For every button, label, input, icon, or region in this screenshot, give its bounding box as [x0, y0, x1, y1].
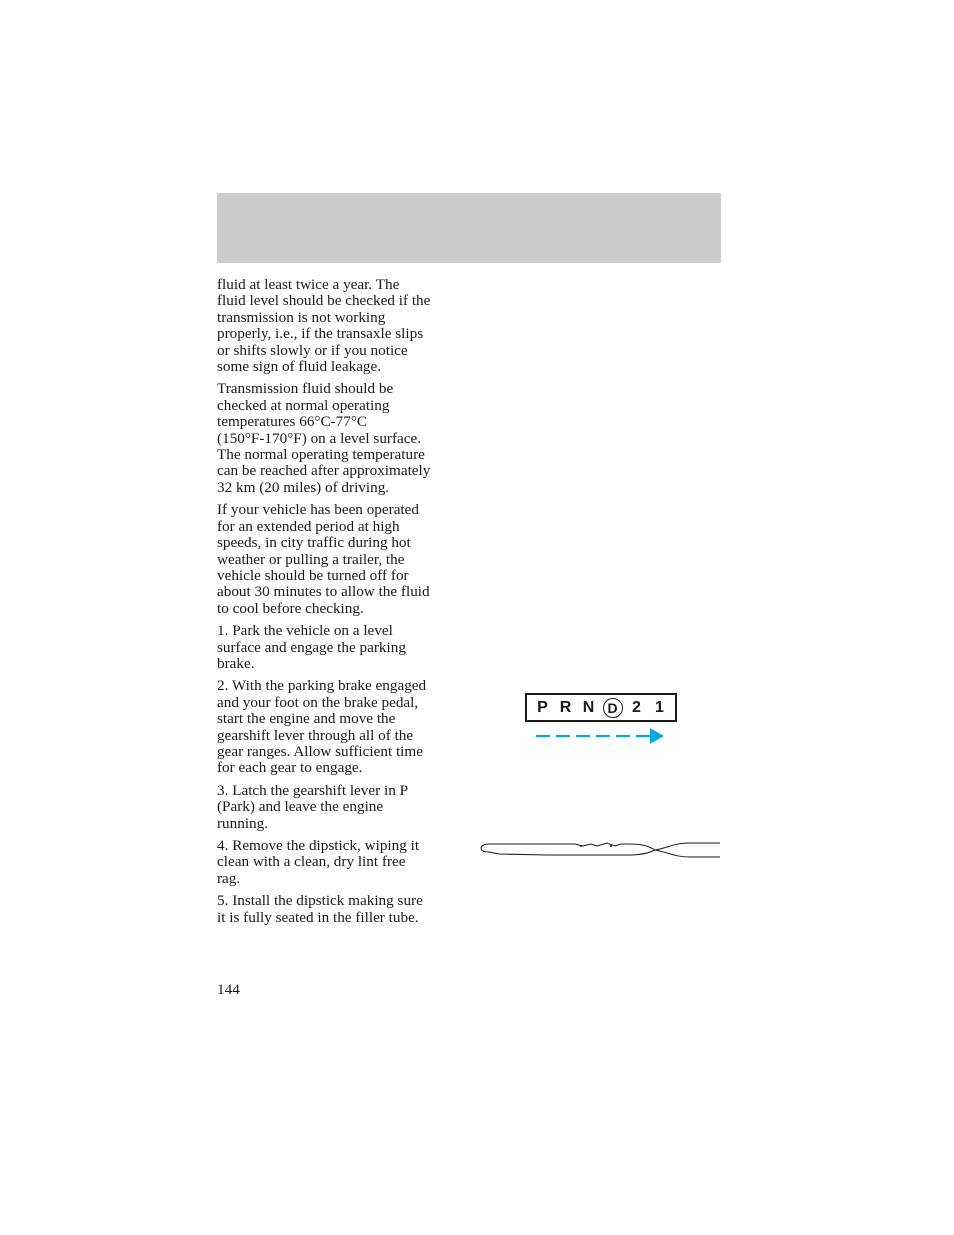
- gear-n: N: [582, 698, 595, 716]
- body-text-column: [217, 277, 467, 932]
- step-3-latch-park: 3. Latch the gearshift lever in P (Park) and leave the engine running.: [217, 781, 409, 832]
- gear-selector-indicator: [525, 693, 677, 722]
- gear-2: 2: [632, 698, 641, 716]
- paragraph-operating-temperature: Transmission fluid should be checked at normal operating temperatures 66°C-77°C (150°F-170°F) on a level surface. The normal operating temperature can be reached after approximately 32 km (20 miles) of driving.: [217, 380, 431, 496]
- gear-1: 1: [655, 698, 664, 716]
- gear-p: P: [537, 698, 548, 716]
- section-header-band: [217, 193, 721, 263]
- gear-d-circled: D: [603, 698, 623, 718]
- step-5-install-dipstick: 5. Install the dipstick making sure it is fully seated in the filler tube.: [217, 892, 423, 926]
- step-4-remove-dipstick: 4. Remove the dipstick, wiping it clean with a clean, dry lint free rag.: [217, 837, 420, 887]
- step-2-cycle-gears: 2. With the parking brake engaged and your foot on the brake pedal, start the engine and move the gearshift lever through all of the gear ranges. Allow sufficient time for each gear to engage.: [217, 677, 427, 777]
- paragraph-fluid-check-frequency: fluid at least twice a year. The fluid level should be checked if the transmission is not working properly, i.e., if the transaxle slips or shifts slowly or if you notice some sign of fluid leakage.: [217, 276, 431, 376]
- paragraph-cooling-note: If your vehicle has been operated for an extended period at high speeds, in city traffic during hot weather or pulling a trailer, the vehicle should be turned off for about 30 minutes to allow the fluid to cool before checking.: [217, 501, 430, 617]
- step-1-park-vehicle: 1. Park the vehicle on a level surface and engage the parking brake.: [217, 622, 406, 672]
- page-number: 144: [217, 981, 240, 998]
- gear-r: R: [559, 698, 572, 716]
- dipstick-illustration: [479, 838, 723, 862]
- gear-sweep-arrow-icon: [532, 726, 668, 746]
